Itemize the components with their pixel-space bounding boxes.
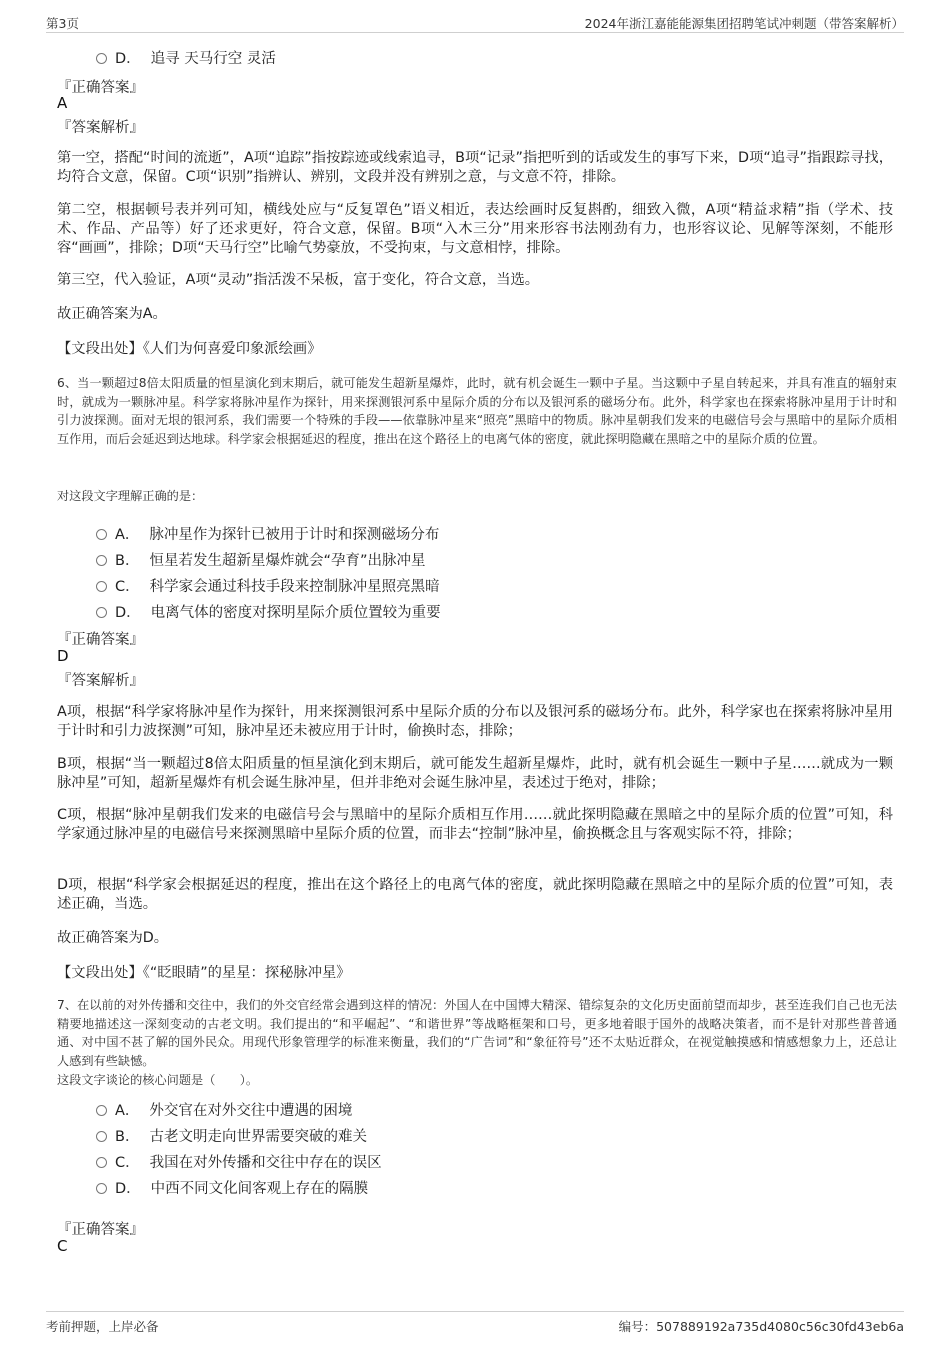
q7-prompt: 这段文字谈论的核心问题是（ ）。 bbox=[57, 1073, 259, 1087]
q5-analysis-paragraph-1: 第一空，搭配“时间的流逝”，A项“追踪”指按踪迹或线索追寻，B项“记录”指把听到的话或发生的事写下来，D项“追寻”指跟踪寻找，均符合文意，保留。C项“识别”指辨认、辨别，文段并没有辨别之意，与文意不符，排除。 bbox=[57, 150, 893, 185]
radio-icon[interactable] bbox=[96, 1157, 107, 1168]
q5-analysis-paragraph-2: 第二空，根据顿号表并列可知，横线处应与“反复罩色”语义相近，表达绘画时反复斟酌，细致入微，A项“精益求精”指（学术、技术、作品、产品等）好了还求更好，符合文意，保留。B项“入木三分”用来形容书法刚劲有力，也形容议论、见解等深刻，不能形容“画画”，排除；D项“天马行空”比喻气势豪放，不受拘束，与文意相悖，排除。 bbox=[57, 202, 893, 256]
document-id: 编号：507889192a735d4080c56c30fd43eb6a bbox=[618, 1319, 904, 1334]
q6-question-text: 6、当一颗超过8倍太阳质量的恒星演化到末期后，就可能发生超新星爆炸，此时，就有机会诞生一颗中子星。当这颗中子星自转起来，并具有准直的辐射束时，就成为一颗脉冲星。科学家将脉冲星作为探针，用来探测银河系中星际介质的分布以及银河系的磁场分布。此外，科学家也在探索将脉冲星用于计时和引力波探测。面对无垠的银河系，我们需要一个特殊的手段——依靠脉冲星来“照亮”黑暗中的物质。脉冲星朝我们发来的电磁信号会与黑暗中的星际介质相互作用，而后会延迟到达地球。科学家会根据延迟的程度，推出在这个路径上的电离气体的密度，就此探明隐藏在黑暗之中的星际介质的位置。 bbox=[57, 376, 897, 446]
q6-option-b[interactable]: B． 恒星若发生超新星爆炸就会“孕育”出脉冲星 bbox=[96, 549, 425, 570]
radio-icon[interactable] bbox=[96, 1105, 107, 1116]
q7-question-text: 7、在以前的对外传播和交往中，我们的外交官经常会遇到这样的情况：外国人在中国博大精深、错综复杂的文化历史面前望而却步，甚至连我们自己也无法精要地描述这一深刻变动的古老文明。我们提出的“和平崛起”、“和谐世界”等战略框架和口号，更多地着眼于国外的战略决策者，而不是针对那些普普通通、对中国不甚了解的国外民众。用现代形象管理学的标准来衡量，我们的“广告词”和“象征符号”还不太贴近群众，在视觉触摸感和情感想象力上，还总让人感到有些缺憾。 bbox=[57, 998, 897, 1068]
page-footer bbox=[46, 1311, 904, 1336]
q5-conclusion: 故正确答案为A。 bbox=[57, 306, 167, 322]
q6-analysis-label: 『答案解析』 bbox=[57, 673, 144, 689]
q6-source: 【文段出处】《“眨眼睛”的星星：探秘脉冲星》 bbox=[57, 965, 351, 981]
footer-slogan: 考前押题，上岸必备 bbox=[46, 1319, 159, 1334]
q5-option-d[interactable]: D． 追寻 天马行空 灵活 bbox=[96, 47, 276, 68]
document-title: 2024年浙江嘉能能源集团招聘笔试冲刺题（带答案解析） bbox=[584, 16, 904, 31]
radio-icon[interactable] bbox=[96, 529, 107, 540]
radio-icon[interactable] bbox=[96, 53, 107, 64]
q6-prompt: 对这段文字理解正确的是： bbox=[57, 489, 204, 503]
q6-conclusion: 故正确答案为D。 bbox=[57, 930, 169, 946]
q6-analysis-a: A项，根据“科学家将脉冲星作为探针，用来探测银河系中星际介质的分布以及银河系的磁场分布。此外，科学家也在探索将脉冲星用于计时和引力波探测”可知，脉冲星还未被应用于计时，偷换时态，排除； bbox=[57, 704, 893, 739]
radio-icon[interactable] bbox=[96, 1131, 107, 1142]
q7-option-a[interactable]: A． 外交官在对外交往中遭遇的困境 bbox=[96, 1099, 352, 1120]
q7-option-d[interactable]: D． 中西不同文化间客观上存在的隔膜 bbox=[96, 1177, 368, 1198]
q6-answer: D bbox=[57, 647, 69, 665]
q5-answer: A bbox=[57, 94, 68, 112]
q7-option-c[interactable]: C． 我国在对外传播和交往中存在的误区 bbox=[96, 1151, 382, 1172]
page-number: 第3页 bbox=[46, 16, 79, 31]
radio-icon[interactable] bbox=[96, 1183, 107, 1194]
q7-answer-label: 『正确答案』 bbox=[57, 1222, 144, 1238]
q5-source: 【文段出处】《人们为何喜爱印象派绘画》 bbox=[57, 341, 322, 357]
q6-option-c[interactable]: C． 科学家会通过科技手段来控制脉冲星照亮黑暗 bbox=[96, 575, 440, 596]
q6-option-d[interactable]: D． 电离气体的密度对探明星际介质位置较为重要 bbox=[96, 601, 441, 622]
radio-icon[interactable] bbox=[96, 555, 107, 566]
q5-answer-label: 『正确答案』 bbox=[57, 80, 144, 96]
radio-icon[interactable] bbox=[96, 607, 107, 618]
q5-analysis-label: 『答案解析』 bbox=[57, 120, 144, 136]
q6-option-a[interactable]: A． 脉冲星作为探针已被用于计时和探测磁场分布 bbox=[96, 523, 439, 544]
q7-option-b[interactable]: B． 古老文明走向世界需要突破的难关 bbox=[96, 1125, 367, 1146]
q6-analysis-b: B项，根据“当一颗超过8倍太阳质量的恒星演化到末期后，就可能发生超新星爆炸，此时，就有机会诞生一颗中子星……就成为一颗脉冲星”可知，超新星爆炸有机会诞生脉冲星，但并非绝对会诞生脉冲星，表述过于绝对，排除； bbox=[57, 756, 893, 791]
q6-analysis-c: C项，根据“脉冲星朝我们发来的电磁信号会与黑暗中的星际介质相互作用……就此探明隐藏在黑暗之中的星际介质的位置”可知，科学家通过脉冲星的电磁信号来探测黑暗中星际介质的位置，而非去“控制”脉冲星，偷换概念且与客观实际不符，排除； bbox=[57, 807, 893, 842]
page-header bbox=[46, 12, 904, 33]
q6-answer-label: 『正确答案』 bbox=[57, 632, 144, 648]
q7-answer: C bbox=[57, 1237, 68, 1255]
q6-analysis-d: D项，根据“科学家会根据延迟的程度，推出在这个路径上的电离气体的密度，就此探明隐藏在黑暗之中的星际介质的位置”可知，表述正确，当选。 bbox=[57, 877, 893, 912]
radio-icon[interactable] bbox=[96, 581, 107, 592]
q5-analysis-paragraph-3: 第三空，代入验证，A项“灵动”指活泼不呆板，富于变化，符合文意，当选。 bbox=[57, 272, 540, 288]
